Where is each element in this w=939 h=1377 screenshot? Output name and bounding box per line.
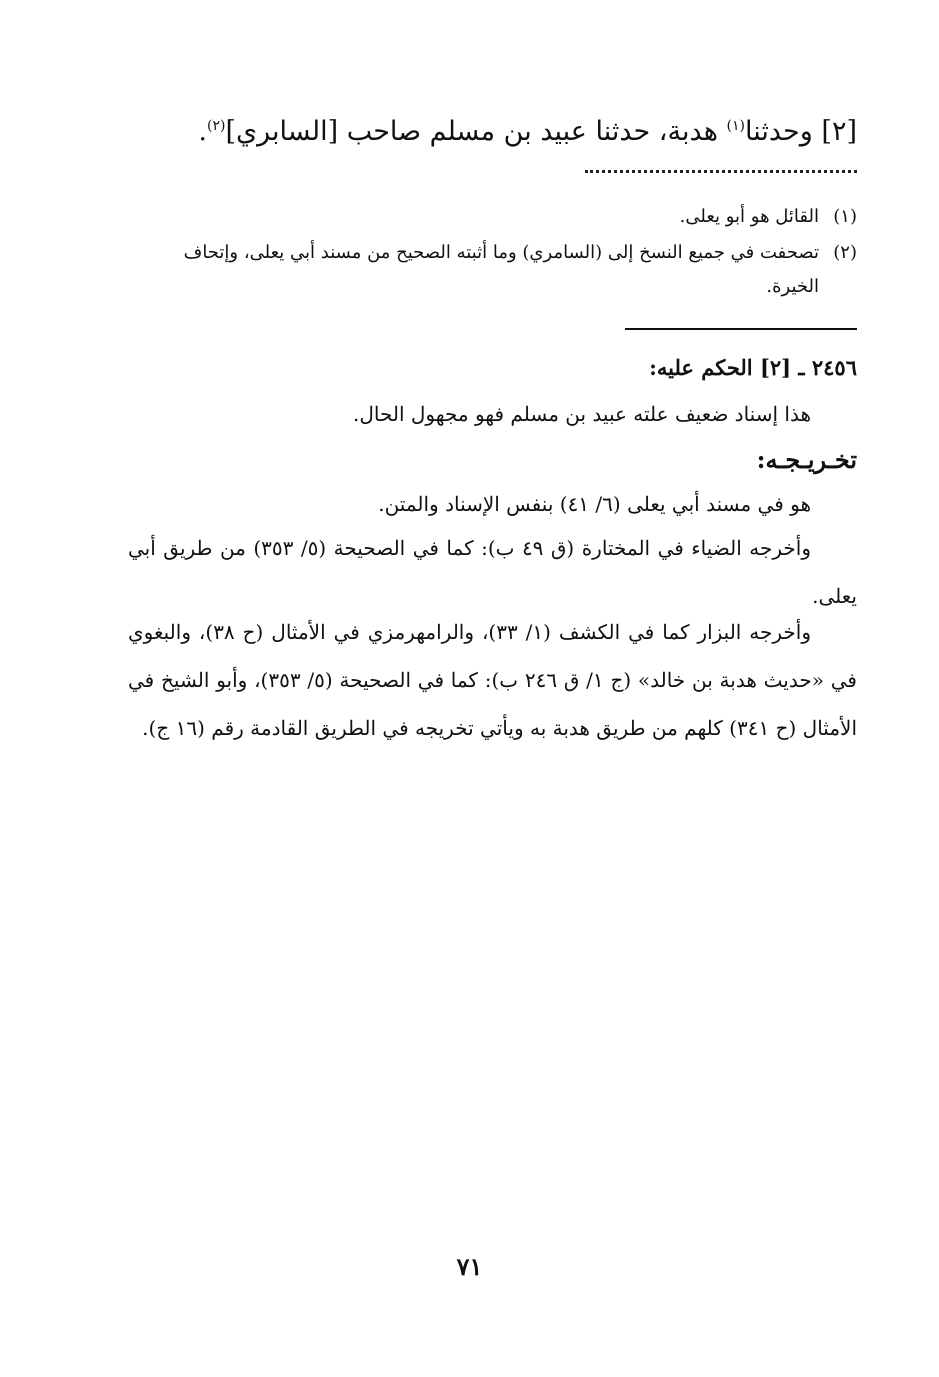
takhrij-heading: تخـريـجـه: (756, 445, 857, 474)
footnote-text: تصحفت في جميع النسخ إلى (السامري) وما أثبته الصحيح من مسند أبي يعلى، وإتحاف (183, 242, 819, 263)
footnote-text-continued: الخيرة. (766, 276, 819, 297)
hadith-end: . (198, 116, 207, 147)
hadith-number: [٢] (821, 116, 857, 147)
footnote-separator (585, 170, 857, 183)
section-divider (625, 328, 857, 330)
footnote-2 (128, 236, 857, 304)
hadith-text-start: وحدثنا (745, 116, 813, 147)
hadith-text-body: هدبة، حدثنا عبيد بن مسلم صاحب [السابري] (225, 116, 718, 147)
footnote-number: (١) (833, 206, 857, 227)
ruling-heading: ٢٤٥٦ ـ [٢] الحكم عليه: (649, 355, 857, 380)
takhrij-paragraph-3: وأخرجه البزار كما في الكشف (١/ ٣٣)، والرامهرمزي في الأمثال (ح ٣٨)، والبغوي في «حديث هدبة بن خالد» (ج ١/ ق ٢٤٦ ب): كما في الصحيحة (٥/ ٣٥٣)، وأبو الشيخ في الأمثال (ح ٣٤١) كلهم من طريق هدبة به ويأتي تخريجه في الطريق القادمة رقم (١٦ ج). (128, 620, 857, 740)
footnote-number: (٢) (833, 242, 857, 263)
takhrij-paragraph-1: هو في مسند أبي يعلى (٦/ ٤١) بنفس الإسناد والمتن. (378, 492, 811, 516)
takhrij-paragraph-2: وأخرجه الضياء في المختارة (ق ٤٩ ب): كما في الصحيحة (٥/ ٣٥٣) من طريق أبي يعلى. (128, 536, 857, 608)
ruling-text: هذا إسناد ضعيف علته عبيد بن مسلم فهو مجهول الحال. (353, 402, 811, 426)
hadith-text (128, 100, 857, 158)
footnote-ref-2: (٢) (206, 118, 226, 134)
footnote-1 (128, 200, 857, 234)
footnote-text: القائل هو أبو يعلى. (679, 206, 819, 227)
page-number: ٧١ (456, 1252, 483, 1281)
footnote-ref-1: (١) (726, 118, 745, 134)
